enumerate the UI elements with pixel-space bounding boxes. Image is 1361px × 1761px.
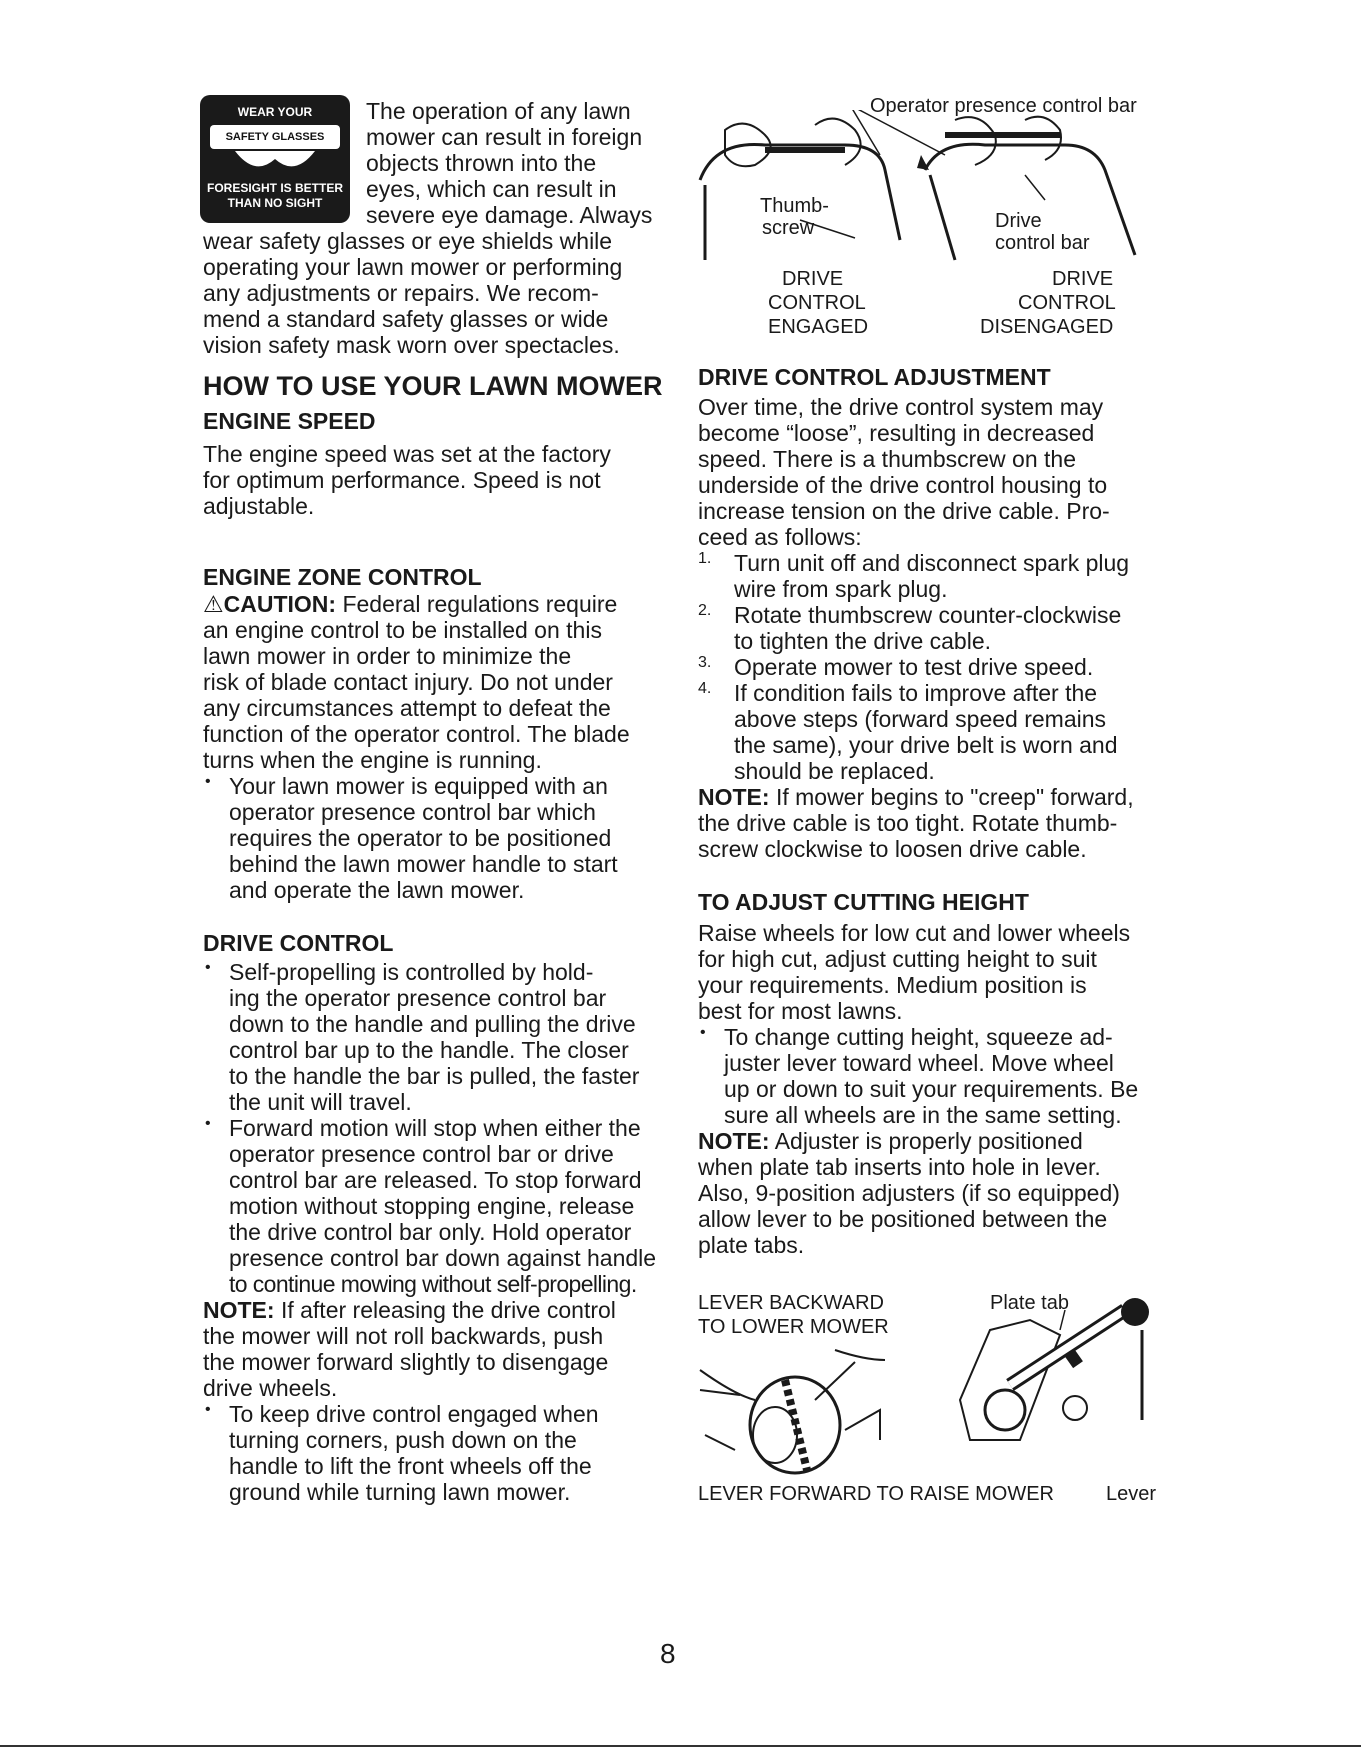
engine-speed-heading: ENGINE SPEED [203, 408, 376, 434]
text-line: speed. There is a thumbscrew on the [698, 446, 1077, 472]
fig2-lever-label: Lever [1106, 1483, 1157, 1505]
intro-line: objects thrown into the [366, 150, 597, 176]
text-line: • To keep drive control engaged when [229, 1401, 599, 1427]
wheel-adjuster-illustration [695, 1340, 895, 1480]
text-line: increase tension on the drive cable. Pro- [698, 498, 1110, 524]
page-number: 8 [660, 1638, 676, 1669]
fig1-engaged-3: ENGAGED [768, 316, 869, 338]
fig2-backward-1: LEVER BACKWARD [698, 1292, 884, 1314]
step-number: 3. [698, 654, 712, 671]
text-line: control bar are released. To stop forward [229, 1167, 642, 1193]
text-line: drive wheels. [203, 1375, 338, 1401]
text-line: best for most lawns. [698, 998, 903, 1024]
engine-zone-heading: ENGINE ZONE CONTROL [203, 564, 482, 590]
step-number: 4. [698, 680, 712, 697]
text-line: control bar up to the handle. The closer [229, 1037, 629, 1063]
intro-line: vision safety mask worn over spectacles. [203, 332, 620, 358]
note-label: NOTE: [203, 1297, 275, 1323]
cutting-heading: TO ADJUST CUTTING HEIGHT [698, 889, 1029, 915]
text-line: presence control bar down against handle [229, 1245, 657, 1271]
text-line: when plate tab inserts into hole in lever. [698, 1154, 1101, 1180]
text-line: the drive control bar only. Hold operator [229, 1219, 632, 1245]
text-line: any circumstances attempt to defeat the [203, 695, 611, 721]
text-line: Also, 9-position adjusters (if so equipped) [698, 1180, 1120, 1206]
text-line: lawn mower in order to minimize the [203, 643, 572, 669]
badge-line-3: FORESIGHT IS BETTER [206, 181, 343, 195]
fig1-drive-bar-label-2: control bar [995, 232, 1090, 254]
note-line [698, 1128, 1168, 1154]
dca-heading: DRIVE CONTROL ADJUSTMENT [698, 364, 1051, 390]
text-line: • To change cutting height, squeeze ad- [724, 1024, 1113, 1050]
note-label: NOTE: [698, 784, 770, 810]
text-line: • Self-propelling is controlled by hold- [229, 959, 594, 985]
list-item [203, 1115, 673, 1297]
text-line: Operate mower to test drive speed. [734, 654, 1094, 680]
intro-badge-text [366, 98, 676, 228]
list-item [698, 680, 1168, 784]
text-line: to tighten the drive cable. [734, 628, 991, 654]
text-line: the unit will travel. [229, 1089, 412, 1115]
safety-glasses-badge [200, 95, 350, 223]
text-line: Over time, the drive control system may [698, 394, 1104, 420]
text-line: up or down to suit your requirements. Be [724, 1076, 1139, 1102]
text-line: operator presence control bar or drive [229, 1141, 614, 1167]
text-line: the mower will not roll backwards, push [203, 1323, 604, 1349]
engine-zone-text [203, 591, 673, 903]
text-line: to the handle the bar is pulled, the faster [229, 1063, 640, 1089]
fig1-engaged-1: DRIVE [782, 268, 844, 290]
engine-speed-text [203, 441, 673, 519]
page-bottom-rule [0, 1745, 1361, 1747]
intro-wide-text [203, 228, 673, 358]
drive-control-text [203, 959, 673, 1505]
text-line: above steps (forward speed remains [734, 706, 1107, 732]
intro-line: operating your lawn mower or performing [203, 254, 623, 280]
text-line: • Forward motion will stop when either the [229, 1115, 641, 1141]
list-item [203, 959, 673, 1115]
badge-line-1: WEAR YOUR [237, 105, 313, 119]
list-item [203, 1401, 673, 1505]
text-line: requires the operator to be positioned [229, 825, 612, 851]
text-line: Raise wheels for low cut and lower wheels [698, 920, 1131, 946]
fig2-backward-2: TO LOWER MOWER [698, 1316, 889, 1338]
list-item [698, 654, 1168, 680]
step-number: 1. [698, 550, 712, 567]
text-line: ceed as follows: [698, 524, 862, 550]
text-line: handle to lift the front wheels off the [229, 1453, 592, 1479]
note-text: If after releasing the drive control [280, 1297, 616, 1323]
text-line: • Your lawn mower is equipped with an [229, 773, 608, 799]
intro-line: wear safety glasses or eye shields while [203, 228, 613, 254]
text-line: ground while turning lawn mower. [229, 1479, 571, 1505]
text-line: sure all wheels are in the same setting. [724, 1102, 1122, 1128]
text-line: allow lever to be positioned between the [698, 1206, 1108, 1232]
text-line: become “loose”, resulting in decreased [698, 420, 1095, 446]
list-item [698, 550, 1168, 602]
text-line: an engine control to be installed on this [203, 617, 602, 643]
fig2-plate-tab: Plate tab [990, 1292, 1069, 1314]
text-line: and operate the lawn mower. [229, 877, 525, 903]
intro-line: mower can result in foreign [366, 124, 643, 150]
text-line: screw clockwise to loosen drive cable. [698, 836, 1087, 862]
badge-line-2: SAFETY GLASSES [210, 125, 340, 149]
drive-control-heading: DRIVE CONTROL [203, 930, 394, 956]
text-line: behind the lawn mower handle to start [229, 851, 618, 877]
text-line: the mower forward slightly to disengage [203, 1349, 609, 1375]
note-text: If mower begins to "creep" forward, [775, 784, 1134, 810]
intro-line: The operation of any lawn [366, 98, 631, 124]
text-line: to continue mowing without self-propelling. [229, 1271, 637, 1297]
note-line [698, 784, 1168, 810]
text-line: down to the handle and pulling the drive [229, 1011, 636, 1037]
dca-text [698, 394, 1168, 862]
text-line: turns when the engine is running. [203, 747, 542, 773]
text-line: for high cut, adjust cutting height to suit [698, 946, 1097, 972]
text-line: risk of blade contact injury. Do not under [203, 669, 613, 695]
cutting-text [698, 920, 1168, 1258]
text-line: plate tabs. [698, 1232, 805, 1258]
list-item [203, 773, 673, 903]
step-number: 2. [698, 602, 712, 619]
text-line: turning corners, push down on the [229, 1427, 577, 1453]
text-line: the drive cable is too tight. Rotate thumb- [698, 810, 1118, 836]
fig1-disengaged-1: DRIVE [1052, 268, 1114, 290]
text-line: Rotate thumbscrew counter-clockwise [734, 602, 1122, 628]
note-text: Adjuster is properly positioned [774, 1128, 1083, 1154]
fig1-disengaged-3: DISENGAGED [980, 316, 1114, 338]
text-line: for optimum performance. Speed is not [203, 467, 601, 493]
fig1-opc-bar-label: Operator presence control bar [870, 95, 1137, 117]
note-label: NOTE: [698, 1128, 770, 1154]
text-line: Turn unit off and disconnect spark plug [734, 550, 1130, 576]
text-line: wire from spark plug. [734, 576, 948, 602]
caution-text: Federal regulations require [342, 591, 618, 617]
intro-line: severe eye damage. Always [366, 202, 653, 228]
text-line: If condition fails to improve after the [734, 680, 1098, 706]
intro-line: any adjustments or repairs. We recom- [203, 280, 599, 306]
warning-triangle-icon: ⚠ [203, 591, 224, 617]
list-item [698, 1024, 1168, 1128]
lever-plate-illustration [950, 1290, 1160, 1450]
text-line: underside of the drive control housing to [698, 472, 1108, 498]
main-heading: HOW TO USE YOUR LAWN MOWER [203, 371, 663, 401]
fig1-thumbscrew-label-1: Thumb- [760, 195, 829, 217]
glasses-icon [200, 149, 350, 177]
text-line: adjustable. [203, 493, 315, 519]
text-line: motion without stopping engine, release [229, 1193, 635, 1219]
caution-label: CAUTION: [223, 591, 337, 617]
list-item [698, 602, 1168, 654]
text-line: should be replaced. [734, 758, 935, 784]
text-line: the same), your drive belt is worn and [734, 732, 1118, 758]
text-line: juster lever toward wheel. Move wheel [724, 1050, 1114, 1076]
caution-line [203, 591, 673, 617]
fig2-forward-label: LEVER FORWARD TO RAISE MOWER [698, 1483, 1054, 1505]
badge-line-4: THAN NO SIGHT [227, 196, 323, 210]
text-line: ing the operator presence control bar [229, 985, 607, 1011]
intro-line: eyes, which can result in [366, 176, 617, 202]
text-line: function of the operator control. The blade [203, 721, 630, 747]
note-line [203, 1297, 673, 1323]
fig1-disengaged-2: CONTROL [1018, 292, 1116, 314]
intro-line: mend a standard safety glasses or wide [203, 306, 609, 332]
text-line: The engine speed was set at the factory [203, 441, 611, 467]
text-line: your requirements. Medium position is [698, 972, 1087, 998]
text-line: operator presence control bar which [229, 799, 596, 825]
fig1-thumbscrew-label-2: screw [762, 217, 815, 239]
fig1-drive-bar-label-1: Drive [995, 210, 1042, 232]
fig1-engaged-2: CONTROL [768, 292, 866, 314]
